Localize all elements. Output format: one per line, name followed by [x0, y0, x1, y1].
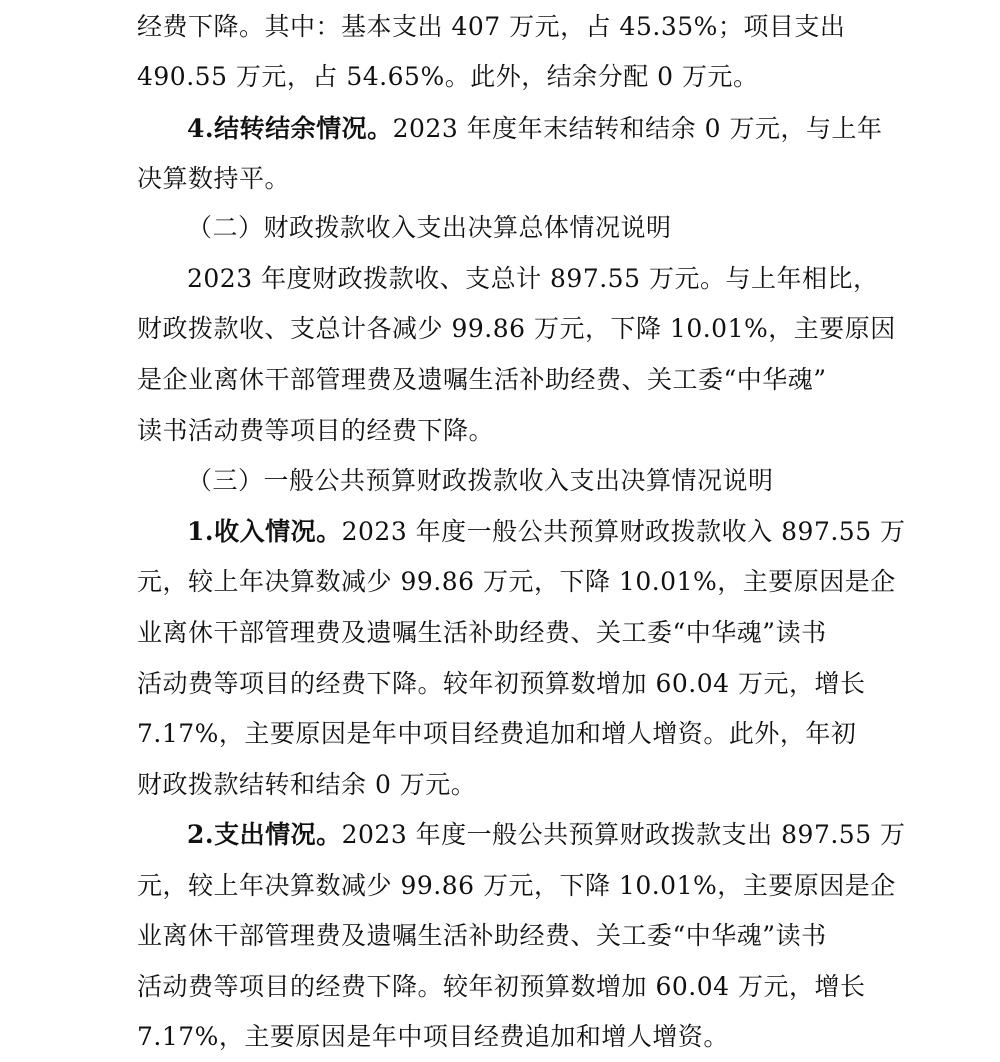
carryover-paragraph	[187, 104, 882, 154]
paragraph-line: 财政拨款收、支总计各减少 99.86 万元，下降 10.01%，主要原因	[137, 314, 896, 343]
paragraph-line: 经费下降。其中：基本支出 407 万元，占 45.35%；项目支出	[137, 12, 846, 41]
paragraph-line: 7.17%，主要原因是年中项目经费追加和增人增资。	[137, 1022, 729, 1051]
paragraph-line: 财政拨款结转和结余 0 万元。	[137, 770, 477, 799]
expense-paragraph	[187, 810, 906, 860]
section-heading-2: （二）财政拨款收入支出决算总体情况说明	[187, 213, 672, 242]
income-heading: 1.收入情况。	[187, 517, 342, 546]
section-heading-3: （三）一般公共预算财政拨款收入支出决算情况说明	[187, 466, 774, 495]
paragraph-line: 元，较上年决算数减少 99.86 万元，下降 10.01%，主要原因是企	[137, 567, 896, 596]
paragraph-line: 元，较上年决算数减少 99.86 万元，下降 10.01%，主要原因是企	[137, 871, 896, 900]
paragraph-line: 2023 年度一般公共预算财政拨款收入 897.55 万	[341, 517, 906, 546]
paragraph-line: 是企业离休干部管理费及遗嘱生活补助经费、关工委“中华魂”	[137, 365, 827, 394]
paragraph-line: 业离休干部管理费及遗嘱生活补助经费、关工委“中华魂”读书	[137, 618, 827, 647]
paragraph-line: 活动费等项目的经费下降。较年初预算数增加 60.04 万元，增长	[137, 972, 866, 1001]
paragraph-line: 决算数持平。	[137, 164, 291, 193]
paragraph-line: 业离休干部管理费及遗嘱生活补助经费、关工委“中华魂”读书	[137, 921, 827, 950]
expense-heading: 2.支出情况。	[187, 820, 342, 849]
paragraph-line: 2023 年度一般公共预算财政拨款支出 897.55 万	[341, 820, 906, 849]
paragraph-line: 7.17%，主要原因是年中项目经费追加和增人增资。此外，年初	[137, 719, 857, 748]
paragraph-line: 活动费等项目的经费下降。较年初预算数增加 60.04 万元，增长	[137, 669, 866, 698]
paragraph-line: 2023 年度年末结转和结余 0 万元，与上年	[392, 114, 883, 143]
paragraph-line: 读书活动费等项目的经费下降。	[137, 416, 495, 445]
income-paragraph	[187, 507, 906, 557]
paragraph-line: 2023 年度财政拨款收、支总计 897.55 万元。与上年相比，	[187, 264, 879, 293]
carryover-heading: 4.结转结余情况。	[187, 114, 393, 143]
paragraph-line: 490.55 万元，占 54.65%。此外，结余分配 0 万元。	[137, 62, 759, 91]
